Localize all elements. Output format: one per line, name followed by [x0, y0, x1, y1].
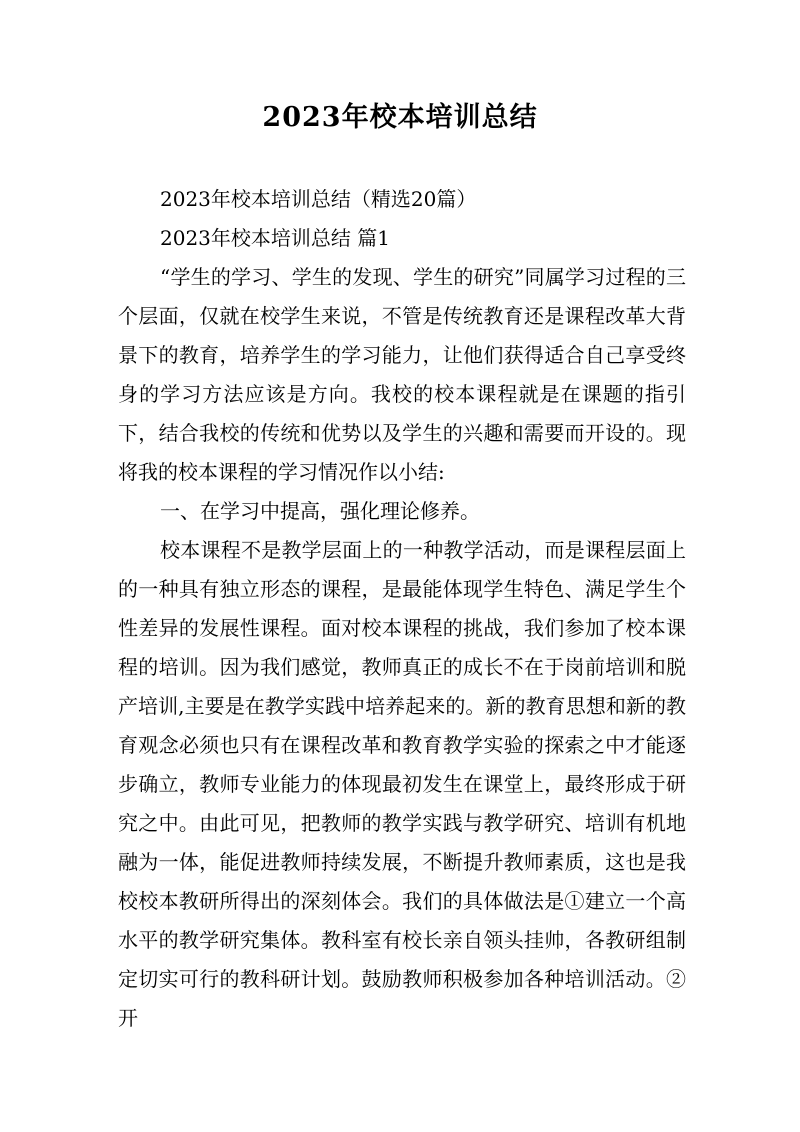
body-paragraph: “学生的学习、学生的发现、学生的研究”同属学习过程的三个层面，仅就在校学生来说，不管是传统教育还是课程改革大背景下的教育，培养学生的学习能力，让他们获得适合自己享受终身的学习方法应该是方向。我校的校本课程就是在课题的指引下，结合我校的传统和优势以及学生的兴趣和需要而开设的。现将我的校本课程的学习情况作以小结: — [118, 265, 686, 484]
body-paragraph: 校本课程不是教学层面上的一种教学活动，而是课程层面上的一种具有独立形态的课程，是最能体现学生特色、满足学生个性差异的发展性课程。面对校本课程的挑战，我们参加了校本课程的培训。因为我们感觉，教师真正的成长不在于岗前培训和脱产培训,主要是在教学实践中培养起来的。新的教育思想和新的教育观念必须也只有在课程改革和教育教学实验的探索之中才能逐步确立，教师专业能力的体现最初发生在课堂上，最终形成于研究之中。由此可见，把教师的教学实践与教学研究、培训有机地融为一体，能促进教师持续发展，不断提升教师素质，这也是我校校本教研所得出的深刻体会。我们的具体做法是①建立一个高水平的教学研究集体。教科室有校长亲自领头挂帅，各教研组制定切实可行的教科研计划。鼓励教师积极参加各种培训活动。②开 — [118, 538, 686, 1030]
point-heading: 一、在学习中提高，强化理论修养。 — [160, 499, 480, 523]
document-body — [118, 180, 686, 1038]
subtitle-paragraph: 2023年校本培训总结（精选20篇） — [160, 187, 477, 211]
section-heading: 2023年校本培训总结 篇1 — [160, 226, 390, 250]
document-title: 2023年校本培训总结 — [262, 102, 538, 133]
